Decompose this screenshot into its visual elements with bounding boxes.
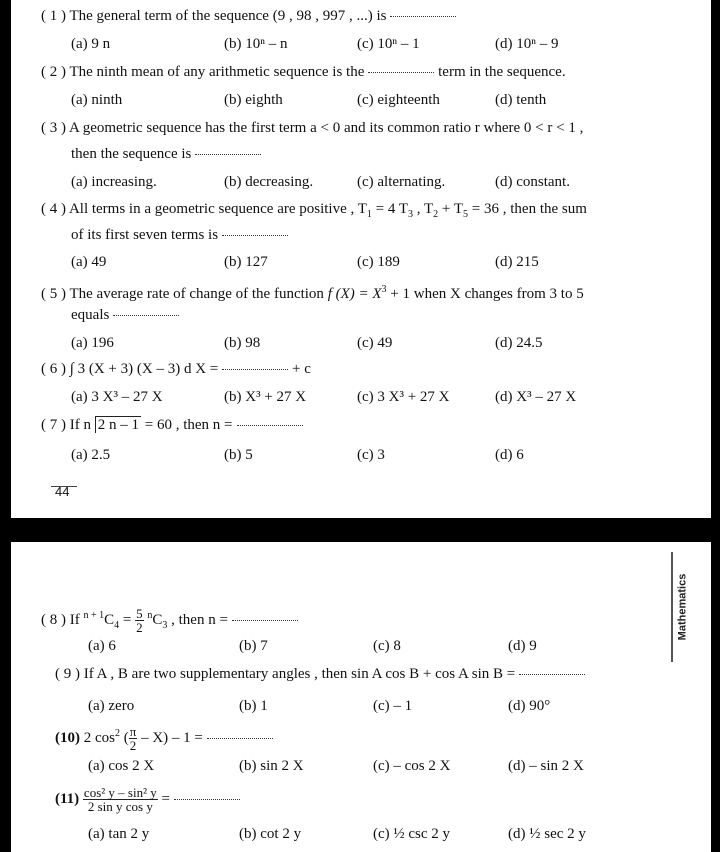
answer-blank bbox=[368, 71, 434, 73]
option-c: (c) 8 bbox=[373, 638, 401, 654]
answer-blank bbox=[232, 619, 298, 621]
question-6 bbox=[41, 359, 311, 379]
option-c: (c) 3 bbox=[357, 447, 385, 463]
stem-part: If bbox=[69, 612, 84, 628]
question-number: ( 8 ) bbox=[41, 612, 66, 628]
factorial-box: 2 n – 1 bbox=[95, 416, 141, 433]
exponent: 3 bbox=[381, 284, 387, 295]
option-b: (b) X³ + 27 X bbox=[224, 389, 307, 405]
option-c: (c) eighteenth bbox=[357, 92, 440, 108]
option-b: (b) sin 2 X bbox=[239, 758, 304, 774]
question-number: ( 9 ) bbox=[55, 666, 80, 682]
stem-part: = bbox=[157, 790, 170, 807]
stem-part: = 36 , then the sum bbox=[468, 201, 587, 217]
question-stem: If A , B are two supplementary angles , then sin A cos B + cos A sin B = bbox=[83, 666, 516, 682]
option-c: (c) 10ⁿ – 1 bbox=[357, 36, 420, 52]
stem-part: C bbox=[152, 612, 163, 628]
question-stem: ∫ 3 (X + 3) (X – 3) d X = bbox=[69, 361, 219, 377]
option-d: (d) 10ⁿ – 9 bbox=[495, 36, 559, 52]
option-b: (b) 1 bbox=[239, 698, 268, 714]
superscript: n + 1 bbox=[83, 610, 105, 621]
fraction-denominator: 2 sin y cos y bbox=[87, 799, 153, 814]
question-7 bbox=[41, 415, 303, 435]
option-b: (b) 98 bbox=[224, 335, 261, 351]
option-a: (a) 6 bbox=[88, 638, 116, 654]
question-number: ( 3 ) bbox=[41, 120, 66, 136]
question-3-continuation bbox=[71, 144, 261, 164]
option-c: (c) ½ csc 2 y bbox=[373, 826, 451, 842]
option-d: (d) 6 bbox=[495, 447, 524, 463]
textbook-page-45 bbox=[11, 542, 711, 852]
question-3 bbox=[41, 118, 583, 138]
stem-part: ( bbox=[120, 730, 129, 746]
question-4 bbox=[41, 199, 587, 225]
question-1 bbox=[41, 6, 456, 26]
answer-blank bbox=[207, 737, 273, 739]
subscript: 3 bbox=[162, 620, 168, 631]
option-c: (c) 49 bbox=[357, 335, 393, 351]
question-number: ( 7 ) bbox=[41, 417, 66, 433]
option-b: (b) 127 bbox=[224, 254, 268, 270]
option-b: (b) 7 bbox=[239, 638, 268, 654]
option-b: (b) 10ⁿ – n bbox=[224, 36, 288, 52]
option-a: (a) 2.5 bbox=[71, 447, 111, 463]
question-number: ( 6 ) bbox=[41, 361, 66, 377]
question-stem-cont: of its first seven terms is bbox=[71, 227, 219, 243]
question-11 bbox=[55, 786, 240, 813]
question-9 bbox=[55, 664, 585, 684]
answer-blank bbox=[222, 368, 288, 370]
fraction-numerator: cos² y – sin² y bbox=[83, 785, 157, 800]
subject-label: Mathematics bbox=[676, 573, 689, 641]
stem-part: + T bbox=[438, 201, 464, 217]
question-stem: All terms in a geometric sequence are positive , T bbox=[68, 201, 367, 217]
option-a: (a) tan 2 y bbox=[88, 826, 150, 842]
answer-blank bbox=[519, 673, 585, 675]
stem-part: , then n = bbox=[167, 612, 228, 628]
answer-blank bbox=[390, 15, 456, 17]
question-stem: The ninth mean of any arithmetic sequence is the bbox=[69, 64, 365, 80]
answer-blank bbox=[195, 153, 261, 155]
exponent: 2 bbox=[115, 728, 120, 739]
option-a: (a) ninth bbox=[71, 92, 123, 108]
stem-part: = 4 T bbox=[371, 201, 409, 217]
option-a: (a) increasing. bbox=[71, 174, 157, 190]
fraction-denominator: 2 bbox=[136, 620, 143, 636]
fraction-numerator: π bbox=[129, 724, 137, 740]
fraction bbox=[83, 786, 158, 813]
function-expression: f (X) = X bbox=[327, 286, 382, 302]
question-stem-cont: then the sequence is bbox=[71, 146, 192, 162]
stem-part: + 1 when X changes from 3 to 5 bbox=[386, 286, 584, 302]
answer-blank bbox=[237, 424, 303, 426]
option-d: (d) 24.5 bbox=[495, 335, 543, 351]
option-d: (d) X³ – 27 X bbox=[495, 389, 577, 405]
question-stem-end: term in the sequence. bbox=[438, 64, 566, 80]
subscript: 2 bbox=[433, 209, 439, 220]
textbook-page-44 bbox=[11, 0, 711, 518]
question-5-continuation bbox=[71, 305, 179, 325]
option-b: (b) eighth bbox=[224, 92, 283, 108]
answer-blank bbox=[222, 234, 288, 236]
question-5 bbox=[41, 280, 584, 304]
answer-blank bbox=[174, 798, 240, 800]
stem-part: , T bbox=[413, 201, 434, 217]
fraction bbox=[135, 607, 144, 634]
option-d: (d) 215 bbox=[495, 254, 539, 270]
question-number: (11) bbox=[55, 790, 80, 807]
question-number: ( 5 ) bbox=[41, 286, 66, 302]
subscript: 1 bbox=[366, 209, 372, 220]
fraction-denominator: 2 bbox=[129, 738, 137, 754]
question-number: ( 4 ) bbox=[41, 201, 66, 217]
subscript: 3 bbox=[408, 209, 414, 220]
page-number: 44 bbox=[55, 484, 70, 499]
option-a: (a) 9 n bbox=[71, 36, 111, 52]
option-c: (c) 3 X³ + 27 X bbox=[357, 389, 450, 405]
superscript: n bbox=[147, 610, 153, 621]
question-stem: A geometric sequence has the first term a < 0 and its common ratio r where 0 < r < 1 , bbox=[68, 120, 584, 136]
question-10 bbox=[55, 724, 273, 752]
question-8 bbox=[41, 606, 298, 636]
question-number: ( 2 ) bbox=[41, 64, 66, 80]
option-d: (d) 90° bbox=[508, 698, 551, 714]
question-4-continuation bbox=[71, 225, 288, 245]
option-b: (b) decreasing. bbox=[224, 174, 314, 190]
option-c: (c) alternating. bbox=[357, 174, 446, 190]
stem-part: 2 cos bbox=[83, 730, 115, 746]
question-stem: If n bbox=[69, 417, 95, 433]
option-d: (d) – sin 2 X bbox=[508, 758, 584, 774]
question-stem: The average rate of change of the function bbox=[69, 286, 328, 302]
option-a: (a) 3 X³ – 27 X bbox=[71, 389, 163, 405]
option-b: (b) cot 2 y bbox=[239, 826, 302, 842]
stem-part: – X) – 1 = bbox=[137, 730, 203, 746]
question-stem: The general term of the sequence (9 , 98 , 997 , ...) is bbox=[69, 8, 387, 24]
option-d: (d) ½ sec 2 y bbox=[508, 826, 586, 842]
subject-side-tab bbox=[671, 552, 691, 662]
option-a: (a) cos 2 X bbox=[88, 758, 155, 774]
option-c: (c) 189 bbox=[357, 254, 400, 270]
option-d: (d) constant. bbox=[495, 174, 570, 190]
stem-part: = 60 , then n = bbox=[141, 417, 233, 433]
option-a: (a) zero bbox=[88, 698, 135, 714]
question-number: (10) bbox=[55, 730, 80, 746]
answer-blank bbox=[113, 314, 179, 316]
option-d: (d) 9 bbox=[508, 638, 537, 654]
question-2 bbox=[41, 62, 566, 82]
question-number: ( 1 ) bbox=[41, 8, 66, 24]
stem-part: C bbox=[104, 612, 115, 628]
stem-part: = bbox=[119, 612, 136, 628]
option-d: (d) tenth bbox=[495, 92, 547, 108]
option-c: (c) – cos 2 X bbox=[373, 758, 451, 774]
subscript: 5 bbox=[463, 209, 469, 220]
fraction-numerator: 5 bbox=[136, 606, 143, 622]
option-a: (a) 49 bbox=[71, 254, 107, 270]
option-b: (b) 5 bbox=[224, 447, 253, 463]
subscript: 4 bbox=[114, 620, 120, 631]
stem-part: + c bbox=[292, 361, 311, 377]
option-a: (a) 196 bbox=[71, 335, 114, 351]
question-stem-cont: equals bbox=[71, 307, 110, 323]
option-c: (c) – 1 bbox=[373, 698, 413, 714]
